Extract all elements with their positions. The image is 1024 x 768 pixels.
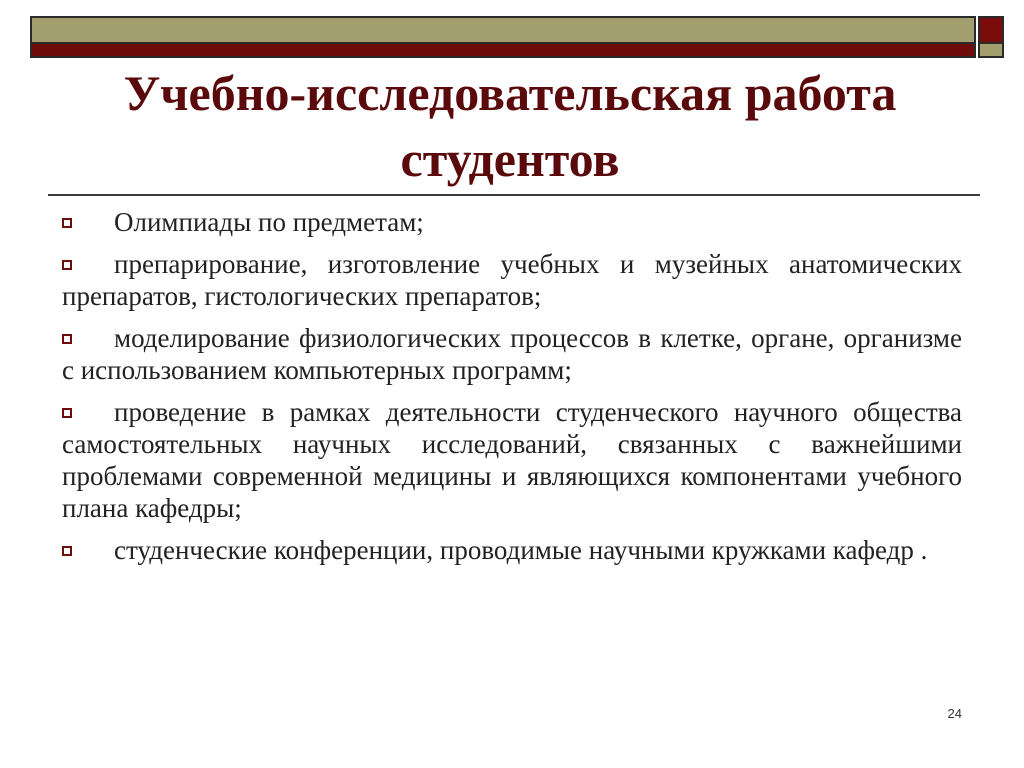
header-olive-bar [30, 16, 976, 44]
bullet-list [62, 206, 962, 576]
title-divider [48, 194, 980, 196]
list-item [62, 248, 962, 312]
slide-title [40, 60, 980, 192]
header-red-square [978, 16, 1004, 44]
title-line-2: студентов [400, 131, 620, 187]
list-item [62, 396, 962, 524]
list-item-text: препарирование, изготовление учебных и музейных анатомических препаратов, гистологических препаратов; [62, 249, 962, 311]
square-bullet-icon [62, 218, 72, 228]
page-number: 24 [947, 706, 962, 721]
list-item-text: Олимпиады по предметам; [114, 207, 424, 237]
square-bullet-icon [62, 408, 72, 418]
square-bullet-icon [62, 260, 72, 270]
list-item [62, 322, 962, 386]
list-item-text: моделирование физиологических процессов в клетке, органе, организме с использованием компьютерных программ; [62, 323, 962, 385]
list-item-text: студенческие конференции, проводимые научными кружками кафедр . [114, 535, 928, 565]
list-item [62, 534, 962, 566]
header-olive-square [978, 42, 1004, 58]
square-bullet-icon [62, 546, 72, 556]
header-red-bar [30, 44, 976, 58]
list-item [62, 206, 962, 238]
list-item-text: проведение в рамках деятельности студенческого научного общества самостоятельных научных исследований, связанных с важнейшими проблемами современной медицины и являющихся компонентами учебного плана кафедры; [62, 397, 962, 523]
square-bullet-icon [62, 334, 72, 344]
title-line-1: Учебно-исследовательская работа [123, 65, 897, 121]
